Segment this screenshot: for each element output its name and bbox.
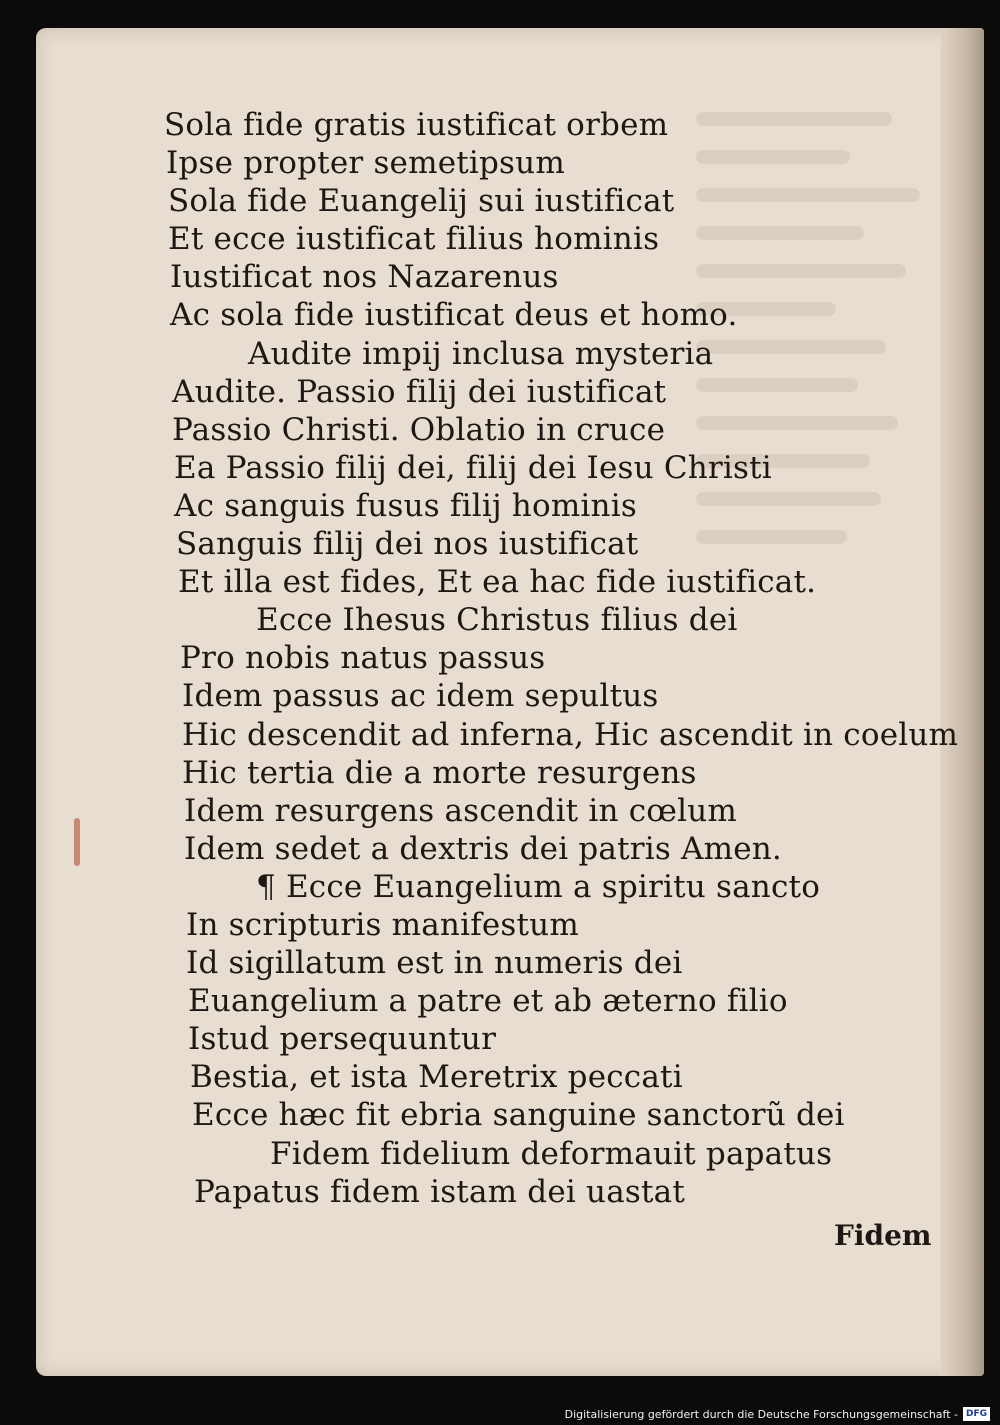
verse-line: Audite. Passio filij dei iustificat: [172, 373, 667, 410]
verse-line: Ipse propter semetipsum: [166, 145, 565, 182]
verse-line: Hic tertia die a morte resurgens: [182, 754, 697, 791]
verse-line: Iustificat nos Nazarenus: [170, 259, 559, 296]
verse-line: Idem sedet a dextris dei patris Amen.: [184, 830, 782, 867]
verse-line: Ac sola fide iustificat deus et homo.: [170, 297, 738, 334]
verse-line: Papatus fidem istam dei uastat: [194, 1173, 686, 1210]
dfg-logo: DFG: [963, 1407, 990, 1421]
verse-line: In scripturis manifestum: [186, 906, 579, 943]
verse-line: Idem resurgens ascendit in cœlum: [184, 792, 738, 829]
verse-line: Hic descendit ad inferna, Hic ascendit in coelum: [182, 716, 959, 753]
verse-line: Ea Passio filij dei, filij dei Iesu Christi: [174, 449, 772, 486]
verse-line: Et ecce iustificat filius hominis: [168, 221, 660, 258]
credit-text: Digitalisierung gefördert durch die Deutsche Forschungsgemeinschaft -: [564, 1407, 958, 1421]
verse-line: Fidem fidelium deformauit papatus: [270, 1135, 833, 1172]
verse-line: Passio Christi. Oblatio in cruce: [172, 411, 666, 448]
verse-line: Sanguis filij dei nos iustificat: [176, 526, 639, 563]
verse-line: Sola fide Euangelij sui iustificat: [168, 183, 675, 220]
verse-line: ¶ Ecce Euangelium a spiritu sancto: [256, 868, 821, 905]
verse-line: Idem passus ac idem sepultus: [182, 678, 659, 715]
verse-line: Sola fide gratis iustificat orbem: [164, 107, 669, 143]
paper-stain: [74, 818, 80, 866]
verse-line: Pro nobis natus passus: [180, 640, 546, 677]
catchword: Fidem: [834, 1219, 932, 1252]
verse-line: Ac sanguis fusus filij hominis: [174, 487, 637, 524]
verse-line: Bestia, et ista Meretrix peccati: [190, 1059, 683, 1096]
verse-line: Audite impij inclusa mysteria: [248, 335, 714, 372]
verse-line: Et illa est fides, Et ea hac fide iustificat.: [178, 564, 817, 601]
verse-text: [164, 106, 959, 1211]
verse-line: Istud persequuntur: [188, 1021, 497, 1058]
digitization-credit: [565, 1406, 990, 1422]
verse-line: Ecce Ihesus Christus filius dei: [256, 602, 738, 639]
verse-line: Ecce hæc fit ebria sanguine sanctorũ dei: [192, 1097, 845, 1134]
verse-line: Euangelium a patre et ab æterno filio: [188, 983, 788, 1020]
verse-line: Id sigillatum est in numeris dei: [186, 945, 683, 982]
